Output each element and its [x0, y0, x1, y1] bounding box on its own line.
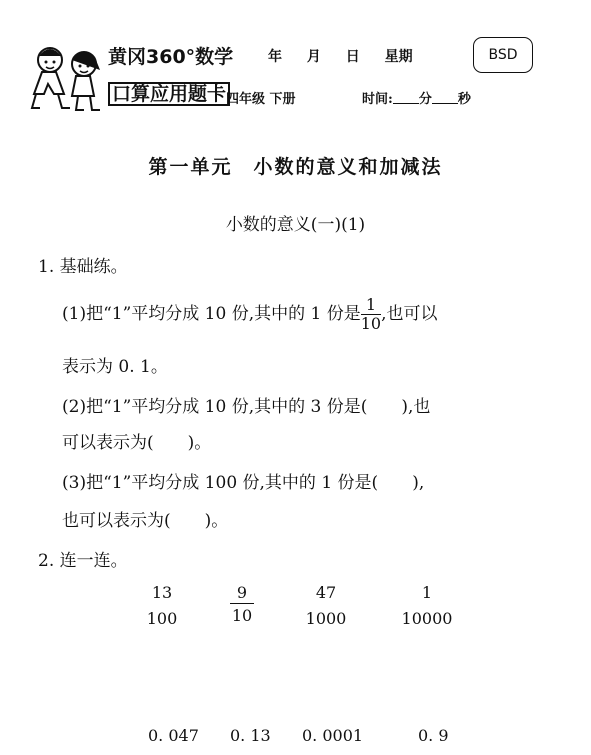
brand-subtitle-text: 口算应用题卡 [108, 82, 230, 106]
decimal-0-047: 0. 047 [148, 726, 199, 745]
fraction-denominator: 1000 [305, 609, 347, 628]
edition-badge: BSD [473, 37, 533, 73]
fraction-denominator: 100 [146, 609, 178, 628]
question-1-part-2-line-1: (2)把“1”平均分成 10 份,其中的 3 份是( ),也 [62, 397, 431, 417]
brand-title: 黄冈360°数学 [108, 46, 234, 68]
question-1-part-1-line-2: 表示为 0. 1。 [62, 357, 168, 377]
fraction-denominator: 10 [231, 606, 253, 625]
part-1-text-before: (1)把“1”平均分成 10 份,其中的 1 份是 [62, 304, 361, 324]
fraction-denominator: 10 [360, 314, 382, 333]
time-record [362, 88, 471, 107]
cartoon-kids-logo [28, 42, 108, 114]
decimal-0-9: 0. 9 [418, 726, 449, 745]
part-1-text-after: ,也可以 [381, 304, 438, 324]
decimal-0-13: 0. 13 [230, 726, 271, 745]
decimal-0-0001: 0. 0001 [302, 726, 364, 745]
time-label: 时间: [362, 92, 393, 107]
fraction-numerator: 9 [236, 583, 248, 602]
fraction-13-100 [140, 580, 184, 632]
fraction-9-10 [220, 580, 264, 629]
question-1-part-3-line-2: 也可以表示为( )。 [62, 511, 229, 531]
fraction-one-tenth [361, 296, 381, 333]
question-2-title: 2. 连一连。 [38, 551, 128, 571]
question-1-part-1-line-1 [62, 296, 438, 333]
date-line: 年 月 日 星期 [268, 49, 413, 65]
fraction-numerator: 1 [361, 296, 381, 315]
fraction-numerator: 13 [151, 583, 173, 602]
fraction-1-10000 [396, 580, 458, 632]
grade-label: 四年级 下册 [226, 92, 296, 107]
fraction-denominator: 10000 [401, 609, 453, 628]
unit-title: 第一单元 小数的意义和加减法 [148, 156, 443, 178]
minute-label: 分 [418, 92, 432, 107]
question-1-title: 1. 基础练。 [38, 257, 128, 277]
fraction-47-1000 [298, 580, 354, 632]
section-title: 小数的意义(一)(1) [225, 215, 366, 235]
brand-subtitle [108, 82, 230, 106]
second-label: 秒 [457, 92, 471, 107]
minute-blank [393, 91, 419, 104]
second-blank [432, 91, 458, 104]
fraction-numerator: 47 [315, 583, 337, 602]
question-1-part-3-line-1: (3)把“1”平均分成 100 份,其中的 1 份是( ), [62, 473, 425, 493]
fraction-numerator: 1 [421, 583, 433, 602]
question-1-part-2-line-2: 可以表示为( )。 [62, 433, 212, 453]
